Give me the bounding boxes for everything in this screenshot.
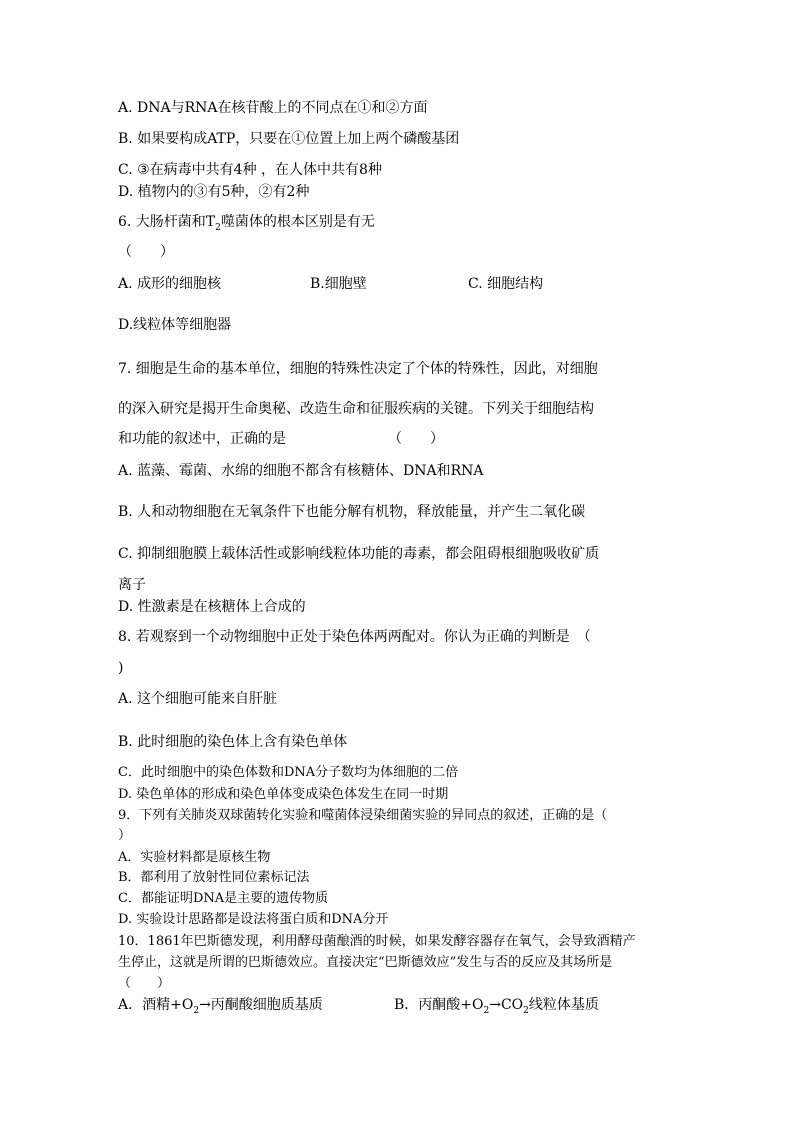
q10-blank: （ ） <box>118 976 171 991</box>
q5-option-b: B. 如果要构成ATP，只要在①位置上加上两个磷酸基团 <box>118 131 460 147</box>
q7-blank: （ ） <box>388 431 444 447</box>
q7-option-c-line-2: 离子 <box>118 577 146 593</box>
q8-stem-line-1: 8. 若观察到一个动物细胞中正处于染色体两两配对。你认为正确的判断是 （ <box>118 629 591 645</box>
q7-option-c-line-1: C. 抑制细胞膜上载体活性或影响线粒体功能的毒素，都会阻碍根细胞吸收矿质 <box>118 546 600 562</box>
q10-option-a: A．酒精$+O_2\to$丙酮酸细胞质基质 <box>118 997 323 1016</box>
q7-option-d: D. 性激素是在核糖体上合成的 <box>118 599 306 615</box>
q8-stem-line-2: ) <box>118 660 124 676</box>
q9-option-b: B．都利用了放射性同位素标记法 <box>118 870 310 885</box>
q10-stem-line-2: 生停止，这就是所谓的巴斯德效应。直接决定“巴斯德效应”发生与否的反应及其场所是 <box>118 955 613 970</box>
q9-stem-line-2: ） <box>118 828 132 843</box>
q6-option-c: C. 细胞结构 <box>468 276 544 292</box>
q7-option-b: B. 人和动物细胞在无氧条件下也能分解有机物，释放能量，并产生二氧化碳 <box>118 504 586 520</box>
q8-option-d: D. 染色单体的形成和染色单体变成染色体发生在同一时期 <box>118 787 449 802</box>
q6-option-b: B.细胞壁 <box>310 276 367 292</box>
q9-option-d: D. 实验设计思路都是设法将蛋白质和DNA分开 <box>118 912 389 927</box>
q8-option-b: B. 此时细胞的染色体上含有染色单体 <box>118 734 348 750</box>
q7-option-a: A. 蓝藻、霉菌、水绵的细胞不都含有核糖体、DNA和RNA <box>118 463 484 479</box>
q6-stem: 6. 大肠杆菌和$T_2$噬菌体的根本区别是有无 <box>118 214 375 233</box>
q5-option-d: D. 植物内的③有5种，②有2种 <box>118 184 310 200</box>
q6-blank: （ ） <box>118 244 174 260</box>
q7-stem-line-3: 和功能的叙述中，正确的是 <box>118 431 286 447</box>
q8-option-c: C．此时细胞中的染色体数和DNA分子数均为体细胞的二倍 <box>118 765 459 780</box>
q6-option-d: D.线粒体等细胞器 <box>118 317 232 333</box>
q7-stem-line-2: 的深入研究是揭开生命奥秘、改造生命和征服疾病的关键。下列关于细胞结构 <box>118 401 594 417</box>
q6-option-a: A. 成形的细胞核 <box>118 276 222 292</box>
q8-option-a: A. 这个细胞可能来自肝脏 <box>118 691 278 707</box>
q5-option-c: C. ③在病毒中共有4种 ，在人体中共有8种 <box>118 162 382 178</box>
q9-option-a: A．实验材料都是原核生物 <box>118 850 271 865</box>
q9-stem-line-1: 9．下列有关肺炎双球菌转化实验和噬菌体浸染细菌实验的异同点的叙述，正确的是（ <box>118 808 608 823</box>
q5-option-a: A. DNA与RNA在核苷酸上的不同点在①和②方面 <box>118 100 428 116</box>
q7-stem-line-1: 7. 细胞是生命的基本单位，细胞的特殊性决定了个体的特殊性，因此，对细胞 <box>118 361 598 377</box>
q10-stem-line-1: 10．1861年巴斯德发现，利用酵母菌酿酒的时候，如果发酵容器存在氧气，会导致酒精产 <box>118 934 636 949</box>
q10-option-b: B．丙酮酸$+O_2\to CO_2$线粒体基质 <box>394 997 599 1016</box>
q9-option-c: C．都能证明DNA是主要的遗传物质 <box>118 891 329 906</box>
